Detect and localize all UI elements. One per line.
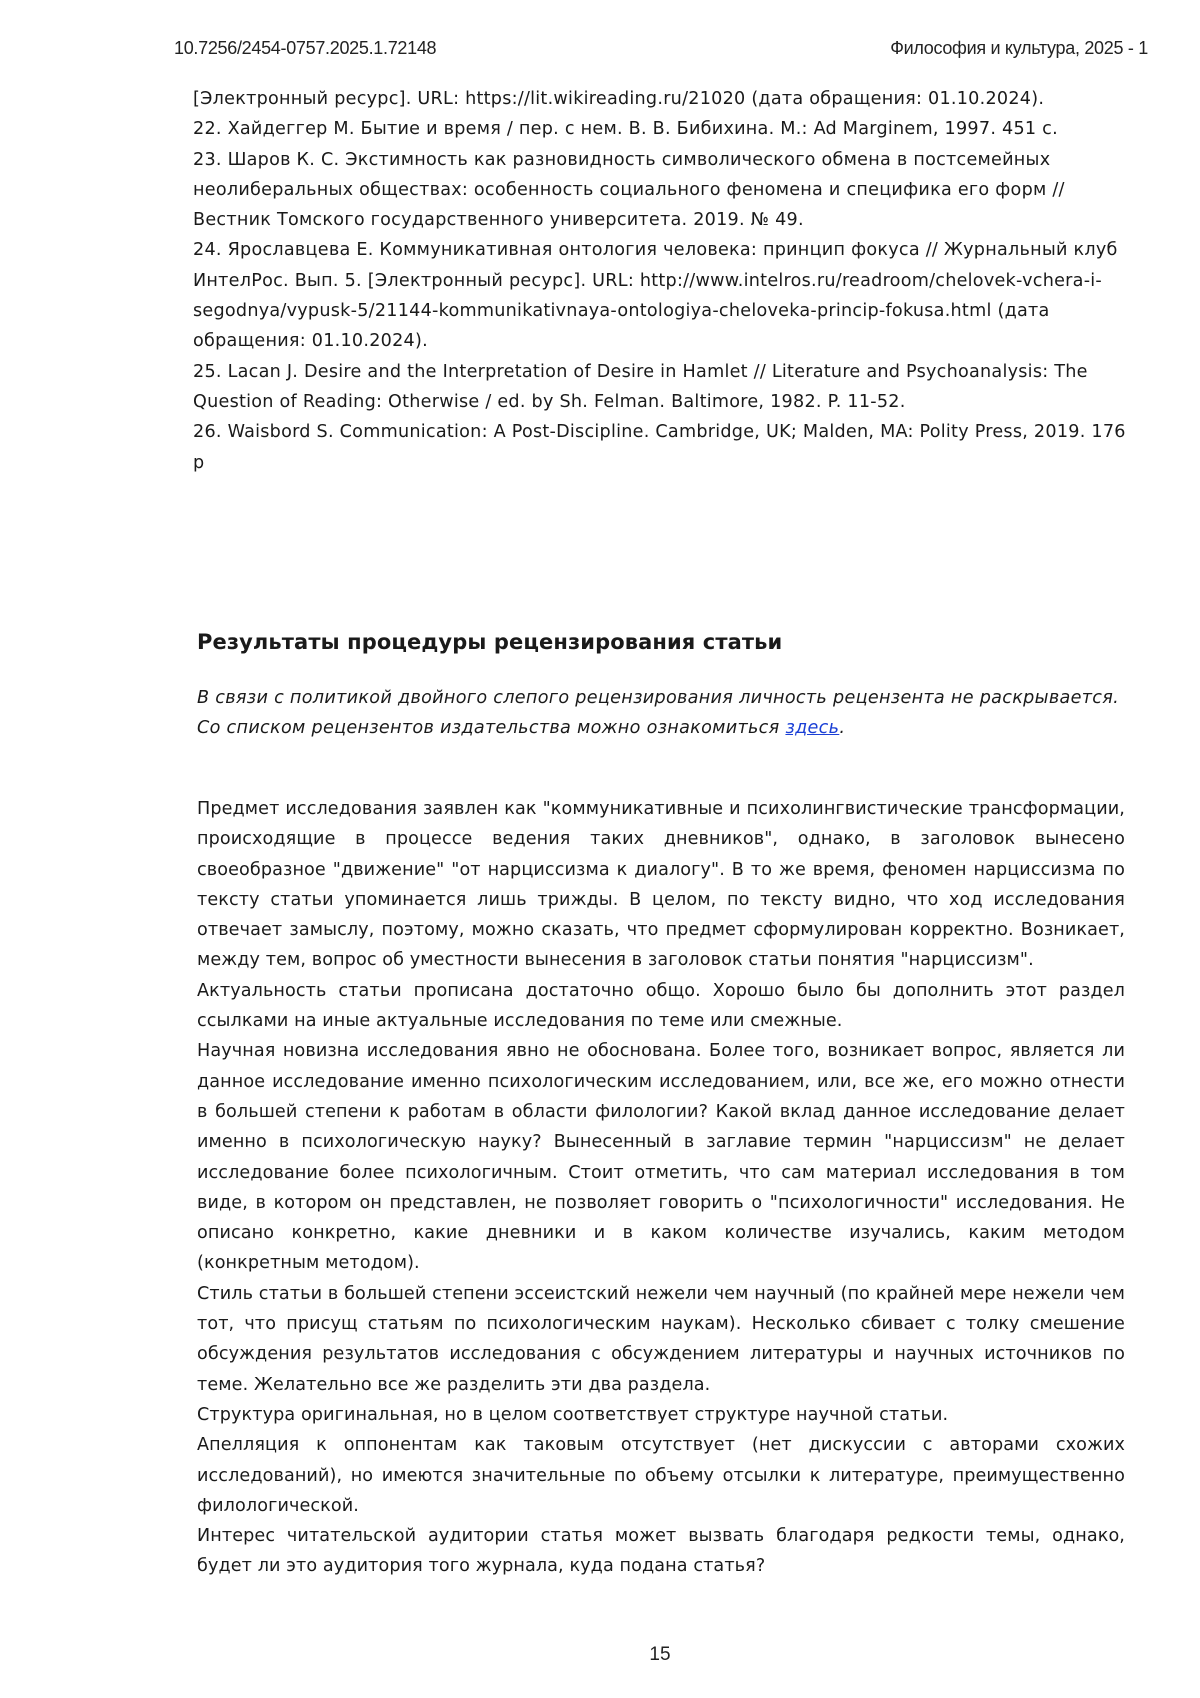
doi-header: 10.7256/2454-0757.2025.1.72148 <box>174 38 436 59</box>
review-paragraph: Предмет исследования заявлен как "коммуникативные и психолингвистические трансформации, происходящие в процессе ведения таких дневников", однако, в заголовок вынесено своеобразное "движение" "от нарциссизма к диалогу". В то же время, феномен нарциссизма по тексту статьи упоминается лишь трижды. В целом, по тексту видно, что ход исследования отвечает замыслу, поэтому, можно сказать, что предмет сформулирован корректно. Возникает, между тем, вопрос об уместности вынесения в заголовок статьи понятия "нарциссизм". <box>197 794 1125 976</box>
reference-item: 23. Шаров К. С. Экстимность как разновидность символического обмена в постсемейных неолиберальных обществах: особенность социального феномена и специфика его форм // Вестник Томского государственного университета. 2019. № 49. <box>193 145 1131 236</box>
reviewers-list-suffix: . <box>839 718 845 738</box>
reviewers-list-prefix: Со списком рецензентов издательства можно ознакомиться <box>197 718 785 738</box>
review-paragraph: Интерес читательской аудитории статья может вызвать благодаря редкости темы, однако, будет ли это аудитория того журнала, куда подана статья? <box>197 1521 1125 1582</box>
reference-item: 26. Waisbord S. Communication: A Post-Discipline. Cambridge, UK; Malden, MA: Polity Press, 2019. 176 p <box>193 417 1131 478</box>
review-paragraph: Актуальность статьи прописана достаточно общо. Хорошо было бы дополнить этот раздел ссылками на иные актуальные исследования по теме или смежные. <box>197 976 1125 1037</box>
journal-header: Философия и культура, 2025 - 1 <box>890 38 1148 59</box>
reference-item: 22. Хайдеггер М. Бытие и время / пер. с нем. В. В. Бибихина. М.: Ad Marginem, 1997. 451 с. <box>193 114 1131 144</box>
references-list <box>193 84 1131 478</box>
review-paragraph: Структура оригинальная, но в целом соответствует структуре научной статьи. <box>197 1400 1125 1430</box>
reference-item: 24. Ярославцева Е. Коммуникативная онтология человека: принцип фокуса // Журнальный клуб ИнтелРос. Вып. 5. [Электронный ресурс]. URL: http://www.intelros.ru/readroom/chelovek-vchera-i-segodnya/vypusk-5/21144-kommunikativnaya-ontologiya-cheloveka-princip-fokusa.html (дата обращения: 01.10.2024). <box>193 235 1131 356</box>
reviewers-list-link[interactable]: здесь <box>785 718 839 738</box>
review-body <box>197 794 1125 1582</box>
review-paragraph: Стиль статьи в большей степени эссеистский нежели чем научный (по крайней мере нежели чем тот, что присущ статьям по психологическим наукам). Несколько сбивает с толку смешение обсуждения результатов исследования с обсуждением литературы и научных источников по теме. Желательно все же разделить эти два раздела. <box>197 1279 1125 1400</box>
review-paragraph: Научная новизна исследования явно не обоснована. Более того, возникает вопрос, является ли данное исследование именно психологическим исследованием, или, все же, его можно отнести в большей степени к работам в области филологии? Какой вклад данное исследование делает именно в психологическую науку? Вынесенный в заглавие термин "нарциссизм" не делает исследование более психологичным. Стоит отметить, что сам материал исследования в том виде, в котором он представлен, не позволяет говорить о "психологичности" исследования. Не описано конкретно, какие дневники и в каком количестве изучались, каким методом (конкретным методом). <box>197 1036 1125 1278</box>
reviewers-list-line <box>197 713 1125 743</box>
reference-item: [Электронный ресурс]. URL: https://lit.wikireading.ru/21020 (дата обращения: 01.10.2024). <box>193 84 1131 114</box>
review-note <box>197 683 1125 744</box>
blind-review-notice: В связи с политикой двойного слепого рецензирования личность рецензента не раскрывается. <box>197 683 1125 713</box>
reference-item: 25. Lacan J. Desire and the Interpretation of Desire in Hamlet // Literature and Psychoanalysis: The Question of Reading: Otherwise / ed. by Sh. Felman. Baltimore, 1982. P. 11-52. <box>193 357 1131 418</box>
review-section-title: Результаты процедуры рецензирования статьи <box>197 630 782 654</box>
review-paragraph: Апелляция к оппонентам как таковым отсутствует (нет дискуссии с авторами схожих исследований), но имеются значительные по объему отсылки к литературе, преимущественно филологической. <box>197 1430 1125 1521</box>
page-number: 15 <box>0 1644 1200 1666</box>
